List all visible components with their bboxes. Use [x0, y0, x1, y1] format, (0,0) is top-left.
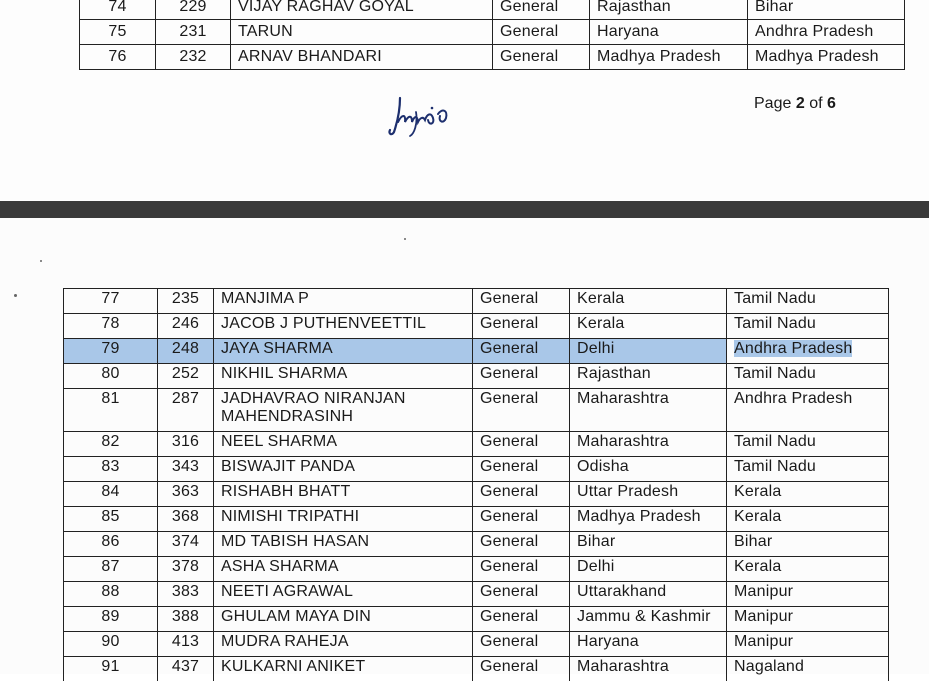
name-cell: NIKHIL SHARMA [214, 364, 473, 389]
name-cell: ASHA SHARMA [214, 557, 473, 582]
table-row [64, 632, 889, 657]
state-cell: Maharashtra [570, 389, 727, 432]
state-cell: Maharashtra [570, 432, 727, 457]
allotted-cell: Manipur [727, 607, 889, 632]
name-cell: TARUN [231, 20, 493, 45]
roll-number-cell: 235 [158, 289, 214, 314]
roll-number-cell: 363 [158, 482, 214, 507]
scan-speck [404, 238, 406, 240]
category-cell: General [473, 507, 570, 532]
name-cell: JACOB J PUTHENVEETTIL [214, 314, 473, 339]
category-cell: General [473, 607, 570, 632]
category-cell: General [473, 389, 570, 432]
signature-icon [386, 92, 456, 138]
name-cell: MUDRA RAHEJA [214, 632, 473, 657]
name-cell: GHULAM MAYA DIN [214, 607, 473, 632]
allotted-cell: Bihar [748, 0, 905, 20]
state-cell: Jammu & Kashmir [570, 607, 727, 632]
page-of-label: of [809, 95, 822, 112]
state-cell: Bihar [570, 532, 727, 557]
allotted-cell [727, 339, 889, 364]
page-label: Page [754, 95, 791, 112]
roll-number-cell: 368 [158, 507, 214, 532]
category-cell: General [473, 532, 570, 557]
category-cell: General [473, 432, 570, 457]
allotted-cell: Bihar [727, 532, 889, 557]
category-cell: General [473, 314, 570, 339]
state-cell: Haryana [570, 632, 727, 657]
table-row [64, 389, 889, 432]
table-row [64, 314, 889, 339]
state-cell: Delhi [570, 339, 727, 364]
serial-number-cell: 90 [64, 632, 158, 657]
state-cell: Haryana [590, 20, 748, 45]
allotted-cell: Andhra Pradesh [748, 20, 905, 45]
allocation-table-top [79, 0, 905, 70]
name-cell: RISHABH BHATT [214, 482, 473, 507]
roll-number-cell: 252 [158, 364, 214, 389]
allocation-table-bottom [63, 288, 889, 681]
roll-number-cell: 374 [158, 532, 214, 557]
category-cell: General [473, 582, 570, 607]
state-cell: Uttar Pradesh [570, 482, 727, 507]
table-row [80, 0, 905, 20]
state-cell: Rajasthan [590, 0, 748, 20]
allotted-cell: Kerala [727, 482, 889, 507]
serial-number-cell: 82 [64, 432, 158, 457]
allotted-cell: Tamil Nadu [727, 364, 889, 389]
name-cell: BISWAJIT PANDA [214, 457, 473, 482]
serial-number-cell: 86 [64, 532, 158, 557]
page-total: 6 [827, 95, 836, 112]
category-cell: General [473, 364, 570, 389]
category-cell: General [473, 457, 570, 482]
roll-number-cell: 248 [158, 339, 214, 364]
serial-number-cell: 85 [64, 507, 158, 532]
state-cell: Madhya Pradesh [590, 45, 748, 70]
serial-number-cell: 74 [80, 0, 156, 20]
highlighted-table-row [64, 339, 889, 364]
document-page-top [0, 0, 929, 201]
category-cell: General [493, 45, 590, 70]
category-cell: General [493, 0, 590, 20]
state-cell: Delhi [570, 557, 727, 582]
state-cell: Rajasthan [570, 364, 727, 389]
table-row [64, 582, 889, 607]
allotted-cell: Manipur [727, 582, 889, 607]
category-cell: General [473, 657, 570, 681]
roll-number-cell: 231 [156, 20, 231, 45]
table-row [80, 45, 905, 70]
state-cell: Madhya Pradesh [570, 507, 727, 532]
category-cell: General [493, 20, 590, 45]
page-current: 2 [796, 95, 805, 112]
name-cell: NEETI AGRAWAL [214, 582, 473, 607]
name-cell: JAYA SHARMA [214, 339, 473, 364]
category-cell: General [473, 289, 570, 314]
page-divider [0, 201, 929, 218]
name-cell: NEEL SHARMA [214, 432, 473, 457]
allotted-cell: Tamil Nadu [727, 457, 889, 482]
allotted-cell: Andhra Pradesh [727, 389, 889, 432]
state-cell: Odisha [570, 457, 727, 482]
category-cell: General [473, 482, 570, 507]
roll-number-cell: 246 [158, 314, 214, 339]
table-row [64, 364, 889, 389]
allotted-cell: Tamil Nadu [727, 289, 889, 314]
serial-number-cell: 81 [64, 389, 158, 432]
table-row [64, 607, 889, 632]
roll-number-cell: 378 [158, 557, 214, 582]
allotted-cell: Madhya Pradesh [748, 45, 905, 70]
roll-number-cell: 437 [158, 657, 214, 681]
table-row [64, 532, 889, 557]
allotted-cell: Tamil Nadu [727, 314, 889, 339]
allotted-cell: Kerala [727, 507, 889, 532]
serial-number-cell: 89 [64, 607, 158, 632]
allotted-cell: Manipur [727, 632, 889, 657]
table-row [80, 20, 905, 45]
table-row [64, 457, 889, 482]
roll-number-cell: 413 [158, 632, 214, 657]
category-cell: General [473, 557, 570, 582]
roll-number-cell: 316 [158, 432, 214, 457]
table-row [64, 507, 889, 532]
allotted-cell: Nagaland [727, 657, 889, 681]
scan-speck [40, 260, 42, 262]
table-row [64, 557, 889, 582]
table-row [64, 289, 889, 314]
serial-number-cell: 80 [64, 364, 158, 389]
serial-number-cell: 88 [64, 582, 158, 607]
serial-number-cell: 76 [80, 45, 156, 70]
allotted-cell: Kerala [727, 557, 889, 582]
name-cell: ARNAV BHANDARI [231, 45, 493, 70]
state-cell: Uttarakhand [570, 582, 727, 607]
state-cell: Kerala [570, 289, 727, 314]
name-cell: VIJAY RAGHAV GOYAL [231, 0, 493, 20]
roll-number-cell: 343 [158, 457, 214, 482]
serial-number-cell: 78 [64, 314, 158, 339]
state-cell: Maharashtra [570, 657, 727, 681]
category-cell: General [473, 632, 570, 657]
table-row [64, 482, 889, 507]
scan-speck [14, 294, 17, 297]
table-row [64, 657, 889, 681]
roll-number-cell: 383 [158, 582, 214, 607]
category-cell: General [473, 339, 570, 364]
allotted-highlight: Andhra Pradesh [734, 340, 852, 357]
page-number [754, 95, 836, 113]
name-cell: MD TABISH HASAN [214, 532, 473, 557]
serial-number-cell: 84 [64, 482, 158, 507]
serial-number-cell: 91 [64, 657, 158, 681]
roll-number-cell: 232 [156, 45, 231, 70]
table-row [64, 432, 889, 457]
state-cell: Kerala [570, 314, 727, 339]
serial-number-cell: 75 [80, 20, 156, 45]
serial-number-cell: 83 [64, 457, 158, 482]
serial-number-cell: 77 [64, 289, 158, 314]
roll-number-cell: 388 [158, 607, 214, 632]
serial-number-cell: 87 [64, 557, 158, 582]
name-cell: NIMISHI TRIPATHI [214, 507, 473, 532]
name-cell: KULKARNI ANIKET [214, 657, 473, 681]
name-cell: MANJIMA P [214, 289, 473, 314]
name-cell: JADHAVRAO NIRANJAN MAHENDRASINH [214, 389, 473, 432]
allotted-cell: Tamil Nadu [727, 432, 889, 457]
serial-number-cell: 79 [64, 339, 158, 364]
roll-number-cell: 287 [158, 389, 214, 432]
roll-number-cell: 229 [156, 0, 231, 20]
